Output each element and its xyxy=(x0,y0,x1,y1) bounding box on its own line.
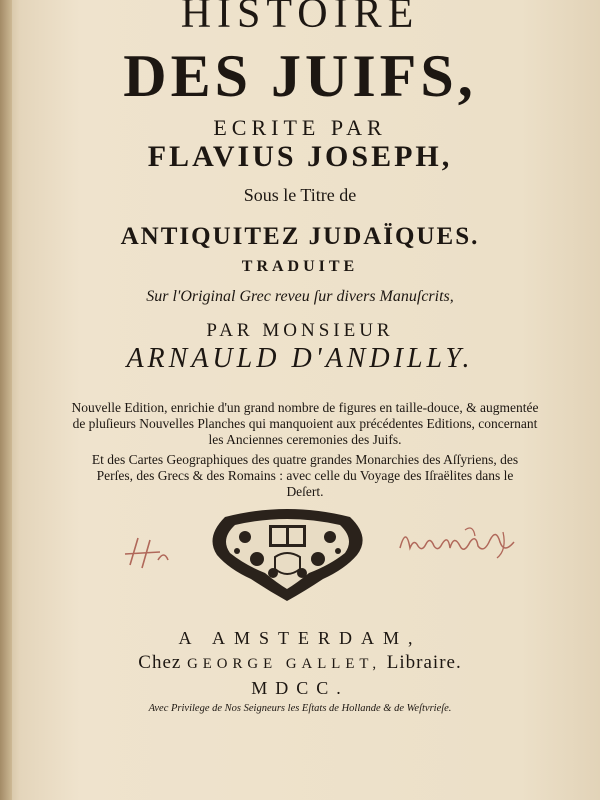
by-monsieur-line: PAR MONSIEUR xyxy=(206,320,394,341)
imprint-chez: Chez xyxy=(138,652,182,673)
handwritten-signature-right xyxy=(395,520,525,565)
imprint-trade: Libraire. xyxy=(386,652,462,673)
translated-line: TRADUITE xyxy=(241,258,359,275)
maps-description: Et des Cartes Geographiques des quatre grandes Monarchies des Aſſyriens, des Perſes, des Grecs & des Romains : avec celle du Voyage des Iſraëlites dans le Deſert. xyxy=(91,452,519,499)
imprint-year: MDCC. xyxy=(251,678,349,698)
title-line-des-juifs: DES JUIFS, xyxy=(123,43,477,109)
imprint-publisher: GEORGE GALLET, xyxy=(187,656,382,672)
written-by-line: ECRITE PAR xyxy=(213,115,387,140)
title-line-histoire: HISTOIRE xyxy=(180,0,420,37)
printer-device-ornament xyxy=(205,507,370,602)
imprint-publisher-line xyxy=(0,652,600,674)
author-name: FLAVIUS JOSEPH, xyxy=(147,140,453,173)
work-title: ANTIQUITEZ JUDAÏQUES. xyxy=(120,223,480,250)
privilege-note: Avec Privilege de Nos Seigneurs les Eſtats de Hollande & de Weſtvrieſe. xyxy=(148,703,452,714)
edition-description: Nouvelle Edition, enrichie d'un grand nombre de figures en taille-douce, & augmentée de pluſieurs Nouvelles Planches qui manquoient aux précédentes Editions, concernant les Anciennes ceremonies des Juifs. xyxy=(71,400,539,447)
translator-name: ARNAULD D'ANDILLY. xyxy=(126,343,474,374)
under-title-line: Sous le Titre de xyxy=(243,185,357,205)
imprint-city: A AMSTERDAM, xyxy=(178,628,422,648)
handwritten-mark-left xyxy=(120,530,180,580)
source-note: Sur l'Original Grec reveu ſur divers Manuſcrits, xyxy=(146,288,454,305)
